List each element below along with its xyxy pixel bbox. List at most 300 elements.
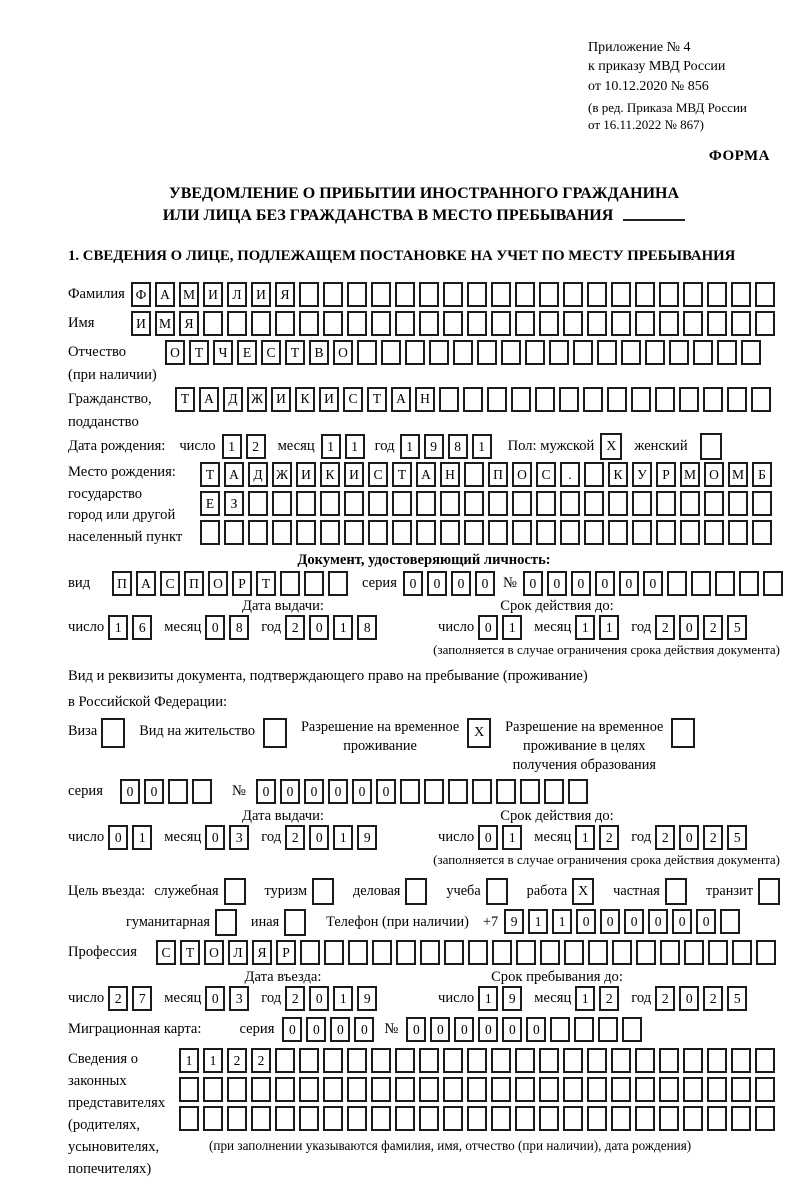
char-cell: П	[488, 462, 508, 487]
char-cell	[683, 311, 703, 336]
char-cell	[632, 520, 652, 545]
char-cell	[540, 940, 560, 965]
char-cell	[396, 940, 416, 965]
identity-kind-cells	[112, 571, 352, 596]
char-cell	[468, 940, 488, 965]
char-cell: 1	[345, 434, 365, 459]
entry-purpose-row1	[68, 878, 780, 905]
purpose-tourism-label: туризм	[264, 883, 308, 899]
char-cell	[516, 940, 536, 965]
char-cell	[608, 491, 628, 516]
residence-validity-note: (заполняется в случае ограничения срока действия документа)	[433, 852, 780, 867]
char-cell	[511, 387, 531, 412]
char-cell	[443, 282, 463, 307]
identity-valid-day-label: число	[438, 619, 475, 635]
char-cell	[707, 1077, 727, 1102]
entry-year-cells	[285, 986, 381, 1011]
identity-issue-year-label: год	[261, 619, 282, 635]
checkbox-purpose-private	[665, 878, 687, 905]
char-cell: 1	[108, 615, 128, 640]
header-amendment-line: (в ред. Приказа МВД России	[588, 99, 747, 115]
char-cell: С	[156, 940, 176, 965]
char-cell	[659, 1077, 679, 1102]
purpose-private-label: частная	[613, 883, 660, 899]
char-cell	[392, 491, 412, 516]
char-cell: 0	[571, 571, 591, 596]
char-cell	[611, 311, 631, 336]
char-cell: Т	[256, 571, 276, 596]
char-cell	[443, 1106, 463, 1131]
identity-valid-month-label: месяц	[534, 619, 572, 635]
char-cell	[587, 1077, 607, 1102]
citizenship-cells	[175, 387, 775, 412]
char-cell	[560, 520, 580, 545]
char-cell	[563, 1048, 583, 1073]
char-cell	[587, 311, 607, 336]
char-cell: В	[309, 340, 329, 365]
patronymic-label-line2: (при наличии)	[68, 367, 157, 383]
char-cell	[680, 491, 700, 516]
char-cell	[573, 340, 593, 365]
char-cell	[392, 520, 412, 545]
char-cell: А	[199, 387, 219, 412]
char-cell	[227, 1077, 247, 1102]
char-cell	[491, 1077, 511, 1102]
stay-until-date	[438, 986, 780, 1011]
char-cell: К	[320, 462, 340, 487]
purpose-work-label: работа	[526, 883, 568, 899]
char-cell: 1	[132, 825, 152, 850]
surname-cells	[131, 282, 779, 307]
char-cell	[588, 940, 608, 965]
char-cell	[323, 1106, 343, 1131]
char-cell: Л	[227, 282, 247, 307]
birth-month-cells	[321, 434, 369, 459]
char-cell: Ж	[272, 462, 292, 487]
char-cell	[584, 462, 604, 487]
char-cell	[251, 1106, 271, 1131]
purpose-business-label: деловая	[353, 883, 401, 899]
char-cell	[357, 340, 377, 365]
char-cell	[563, 311, 583, 336]
char-cell	[275, 1106, 295, 1131]
purpose-study-group	[446, 878, 507, 905]
residence-issue-date	[68, 825, 438, 850]
char-cell	[607, 387, 627, 412]
char-cell	[645, 340, 665, 365]
char-cell	[299, 1106, 319, 1131]
char-cell	[659, 311, 679, 336]
purpose-humanitarian-label: гуманитарная	[126, 914, 210, 930]
char-cell: 0	[205, 615, 225, 640]
residence-valid-year-cells	[655, 825, 751, 850]
char-cell	[731, 1106, 751, 1131]
char-cell	[622, 1017, 642, 1042]
char-cell: 1	[472, 434, 492, 459]
char-cell	[272, 520, 292, 545]
char-cell: 0	[451, 571, 471, 596]
char-cell: 0	[406, 1017, 426, 1042]
legal-representatives-note: (при заполнении указываются фамилия, имя, отчество (при наличии), дата рождения)	[209, 1138, 692, 1153]
char-cell: П	[184, 571, 204, 596]
char-cell	[324, 940, 344, 965]
migration-series-label: серия	[239, 1021, 275, 1037]
section1-heading: 1. СВЕДЕНИЯ О ЛИЦЕ, ПОДЛЕЖАЩЕМ ПОСТАНОВКЕ НА УЧЕТ ПО МЕСТУ ПРЕБЫВАНИЯ	[68, 248, 736, 264]
char-cell	[299, 1048, 319, 1073]
char-cell	[444, 940, 464, 965]
char-cell	[272, 491, 292, 516]
char-cell	[655, 387, 675, 412]
checkbox-purpose-work: X	[572, 878, 594, 905]
char-cell: 0	[205, 825, 225, 850]
checkbox-female	[700, 433, 722, 460]
char-cell	[381, 340, 401, 365]
char-cell	[371, 1077, 391, 1102]
patronymic-label-line1: Отчество	[68, 344, 127, 360]
birth-place-label-line4: населенный пункт	[68, 528, 183, 545]
char-cell: 0	[309, 825, 329, 850]
char-cell	[683, 282, 703, 307]
char-cell	[424, 779, 444, 804]
char-cell: А	[224, 462, 244, 487]
entry-day-cells	[108, 986, 156, 1011]
residence-valid-heading: Срок действия до:	[500, 808, 614, 824]
char-cell: И	[251, 282, 271, 307]
char-cell: 1	[333, 825, 353, 850]
char-cell	[659, 282, 679, 307]
char-cell	[443, 1048, 463, 1073]
char-cell	[732, 940, 752, 965]
residence-number-label: №	[232, 783, 246, 799]
char-cell: О	[204, 940, 224, 965]
char-cell: И	[319, 387, 339, 412]
char-cell	[419, 1048, 439, 1073]
residence-intro-line1: Вид и реквизиты документа, подтверждающего право на пребывание (проживание)	[68, 668, 588, 684]
char-cell	[347, 282, 367, 307]
header-amendment-block	[588, 99, 780, 134]
birth-place-cells-row2	[200, 491, 776, 516]
char-cell: Ж	[247, 387, 267, 412]
char-cell	[419, 311, 439, 336]
birth-place-cells-row3	[200, 520, 776, 545]
char-cell	[720, 909, 740, 934]
char-cell	[179, 1106, 199, 1131]
temp-permit-label-line1: Разрешение на временное	[300, 719, 460, 735]
char-cell: 0	[523, 571, 543, 596]
char-cell: 3	[229, 986, 249, 1011]
char-cell: 0	[108, 825, 128, 850]
char-cell	[371, 311, 391, 336]
residence-date-values	[68, 825, 780, 850]
identity-issue-heading: Дата выдачи:	[242, 598, 324, 614]
entry-year-label: год	[261, 990, 282, 1006]
page-title	[68, 183, 780, 228]
given-name-cells	[131, 311, 779, 336]
citizenship-label	[68, 387, 175, 434]
birth-place-label-line2: государство	[68, 485, 143, 502]
char-cell	[491, 1048, 511, 1073]
char-cell: Н	[440, 462, 460, 487]
stay-month-label: месяц	[534, 990, 572, 1006]
char-cell	[621, 340, 641, 365]
residence-permit-label: Вид на жительство	[139, 723, 255, 739]
char-cell: 2	[251, 1048, 271, 1073]
char-cell: 1	[333, 986, 353, 1011]
char-cell	[420, 940, 440, 965]
char-cell: Б	[752, 462, 772, 487]
char-cell	[251, 311, 271, 336]
residence-series-cells	[120, 779, 216, 804]
phone-cells	[504, 909, 744, 934]
char-cell	[251, 1077, 271, 1102]
char-cell	[515, 282, 535, 307]
birth-place-cells-block	[200, 462, 776, 549]
char-cell: 7	[132, 986, 152, 1011]
char-cell	[464, 462, 484, 487]
birth-year-cells	[400, 434, 496, 459]
char-cell: 2	[285, 615, 305, 640]
char-cell: 0	[502, 1017, 522, 1042]
char-cell	[704, 491, 724, 516]
char-cell: З	[224, 491, 244, 516]
identity-date-values	[68, 615, 780, 640]
entry-date-heading: Дата въезда:	[244, 969, 322, 985]
char-cell: Т	[180, 940, 200, 965]
char-cell	[275, 311, 295, 336]
char-cell	[574, 1017, 594, 1042]
entry-month-cells	[205, 986, 253, 1011]
char-cell	[467, 1077, 487, 1102]
char-cell: И	[131, 311, 151, 336]
char-cell: И	[344, 462, 364, 487]
char-cell: С	[261, 340, 281, 365]
phone-prefix: +7	[482, 914, 499, 930]
char-cell	[320, 491, 340, 516]
char-cell: 0	[478, 825, 498, 850]
purpose-other-label: иная	[250, 914, 280, 930]
stay-day-label: число	[438, 990, 475, 1006]
birth-month-label: месяц	[277, 438, 315, 454]
char-cell	[439, 387, 459, 412]
residence-issue-day-label: число	[68, 829, 105, 845]
form-label: ФОРМА	[708, 148, 770, 165]
char-cell	[584, 520, 604, 545]
checkbox-purpose-humanitarian	[215, 909, 237, 936]
char-cell: М	[728, 462, 748, 487]
char-cell: 2	[655, 615, 675, 640]
char-cell: 0	[256, 779, 276, 804]
residence-issue-year-label: год	[261, 829, 282, 845]
char-cell: 0	[696, 909, 716, 934]
identity-issue-year-cells	[285, 615, 381, 640]
checkbox-purpose-transit	[758, 878, 780, 905]
char-cell	[496, 779, 516, 804]
residence-date-headings	[68, 808, 780, 825]
purpose-private-group	[613, 878, 687, 905]
char-cell: 0	[282, 1017, 302, 1042]
char-cell: 1	[599, 615, 619, 640]
purpose-business-group	[353, 878, 427, 905]
char-cell: 0	[478, 615, 498, 640]
char-cell: Я	[252, 940, 272, 965]
char-cell: 0	[679, 986, 699, 1011]
entry-month-label: месяц	[164, 990, 202, 1006]
checkbox-purpose-tourism	[312, 878, 334, 905]
char-cell: 0	[648, 909, 668, 934]
char-cell	[323, 282, 343, 307]
legal-cells-block	[179, 1048, 779, 1154]
char-cell	[464, 520, 484, 545]
migration-card-row	[68, 1017, 780, 1042]
header-line: к приказу МВД России	[588, 59, 726, 75]
char-cell: И	[296, 462, 316, 487]
char-cell: .	[560, 462, 580, 487]
char-cell: 5	[727, 825, 747, 850]
char-cell	[559, 387, 579, 412]
char-cell	[501, 340, 521, 365]
char-cell	[631, 387, 651, 412]
char-cell: 0	[624, 909, 644, 934]
residence-issue-heading: Дата выдачи:	[242, 808, 324, 824]
birth-place-cells-row1	[200, 462, 776, 487]
char-cell: И	[271, 387, 291, 412]
patronymic-row	[68, 340, 780, 387]
char-cell	[395, 1077, 415, 1102]
char-cell	[299, 1077, 319, 1102]
char-cell	[440, 491, 460, 516]
char-cell	[707, 1048, 727, 1073]
char-cell: С	[343, 387, 363, 412]
char-cell	[563, 1077, 583, 1102]
char-cell: У	[632, 462, 652, 487]
char-cell	[347, 1048, 367, 1073]
entry-purpose-row2	[68, 909, 780, 936]
citizenship-label-line2: подданство	[68, 413, 139, 430]
char-cell	[347, 1077, 367, 1102]
entry-date	[68, 986, 438, 1011]
char-cell	[248, 520, 268, 545]
char-cell	[669, 340, 689, 365]
residence-issue-month-label: месяц	[164, 829, 202, 845]
char-cell: 0	[330, 1017, 350, 1042]
patronymic-label	[68, 340, 165, 387]
char-cell: 8	[229, 615, 249, 640]
checkbox-purpose-other	[284, 909, 306, 936]
char-cell	[683, 1048, 703, 1073]
temp-permit-label-line2: проживание	[343, 738, 417, 754]
char-cell	[248, 491, 268, 516]
char-cell	[405, 340, 425, 365]
char-cell	[227, 1106, 247, 1131]
char-cell	[300, 940, 320, 965]
char-cell: 0	[475, 571, 495, 596]
title-line2-text: ИЛИ ЛИЦА БЕЗ ГРАЖДАНСТВА В МЕСТО ПРЕБЫВАНИЯ	[162, 207, 614, 225]
edu-permit-label-line1: Разрешение на временное	[505, 719, 664, 735]
char-cell: Н	[415, 387, 435, 412]
purpose-study-label: учеба	[446, 883, 481, 899]
char-cell	[741, 340, 761, 365]
char-cell: 2	[599, 986, 619, 1011]
purpose-tourism-group	[265, 878, 335, 905]
char-cell	[612, 940, 632, 965]
identity-doc-heading: Документ, удостоверяющий личность:	[297, 552, 551, 568]
char-cell: Е	[200, 491, 220, 516]
char-cell: 0	[354, 1017, 374, 1042]
identity-doc-row	[68, 571, 780, 596]
identity-valid-day-cells	[478, 615, 526, 640]
char-cell: Е	[237, 340, 257, 365]
char-cell	[488, 491, 508, 516]
char-cell: 2	[703, 825, 723, 850]
char-cell: 1	[179, 1048, 199, 1073]
temp-residence-permit-label	[301, 718, 459, 756]
identity-number-cells	[523, 571, 787, 596]
char-cell: А	[391, 387, 411, 412]
sex-male-label: Пол: мужской	[507, 438, 595, 454]
char-cell	[611, 1106, 631, 1131]
char-cell	[491, 311, 511, 336]
char-cell	[635, 282, 655, 307]
char-cell: 9	[502, 986, 522, 1011]
char-cell	[659, 1106, 679, 1131]
identity-validity-note: (заполняется в случае ограничения срока действия документа)	[433, 642, 780, 657]
entry-purpose-label: Цель въезда:	[68, 883, 146, 899]
edu-permit-label-line2: проживание в целях	[523, 738, 646, 754]
char-cell	[467, 311, 487, 336]
char-cell	[691, 571, 711, 596]
char-cell: Р	[276, 940, 296, 965]
char-cell: А	[155, 282, 175, 307]
header-line: от 10.12.2020 № 856	[588, 78, 709, 94]
char-cell	[323, 311, 343, 336]
char-cell	[203, 311, 223, 336]
char-cell	[756, 940, 776, 965]
char-cell: О	[208, 571, 228, 596]
char-cell	[299, 311, 319, 336]
birth-place-label-line1: Место рождения:	[68, 464, 176, 480]
char-cell	[635, 1048, 655, 1073]
char-cell	[755, 282, 775, 307]
stay-day-cells	[478, 986, 526, 1011]
residence-valid-month-label: месяц	[534, 829, 572, 845]
char-cell	[477, 340, 497, 365]
char-cell: 2	[108, 986, 128, 1011]
identity-issue-day-cells	[108, 615, 156, 640]
char-cell	[395, 282, 415, 307]
surname-label: Фамилия	[68, 286, 125, 302]
header-amendment-line: от 16.11.2022 № 867)	[588, 117, 705, 133]
birth-year-label: год	[374, 438, 395, 454]
char-cell	[328, 571, 348, 596]
char-cell: Р	[232, 571, 252, 596]
residence-series-row	[68, 779, 780, 804]
char-cell: А	[416, 462, 436, 487]
char-cell	[636, 940, 656, 965]
char-cell	[635, 1077, 655, 1102]
char-cell	[488, 520, 508, 545]
char-cell: 2	[285, 825, 305, 850]
identity-number-label: №	[502, 575, 517, 591]
char-cell: 0	[427, 571, 447, 596]
char-cell: Д	[248, 462, 268, 487]
char-cell	[453, 340, 473, 365]
edu-permit-label-line3: получения образования	[512, 757, 656, 773]
residence-number-cells	[256, 779, 592, 804]
char-cell	[443, 311, 463, 336]
char-cell: П	[112, 571, 132, 596]
entry-purpose-label-group	[68, 878, 246, 905]
checkbox-temp-residence-permit: X	[467, 718, 491, 748]
